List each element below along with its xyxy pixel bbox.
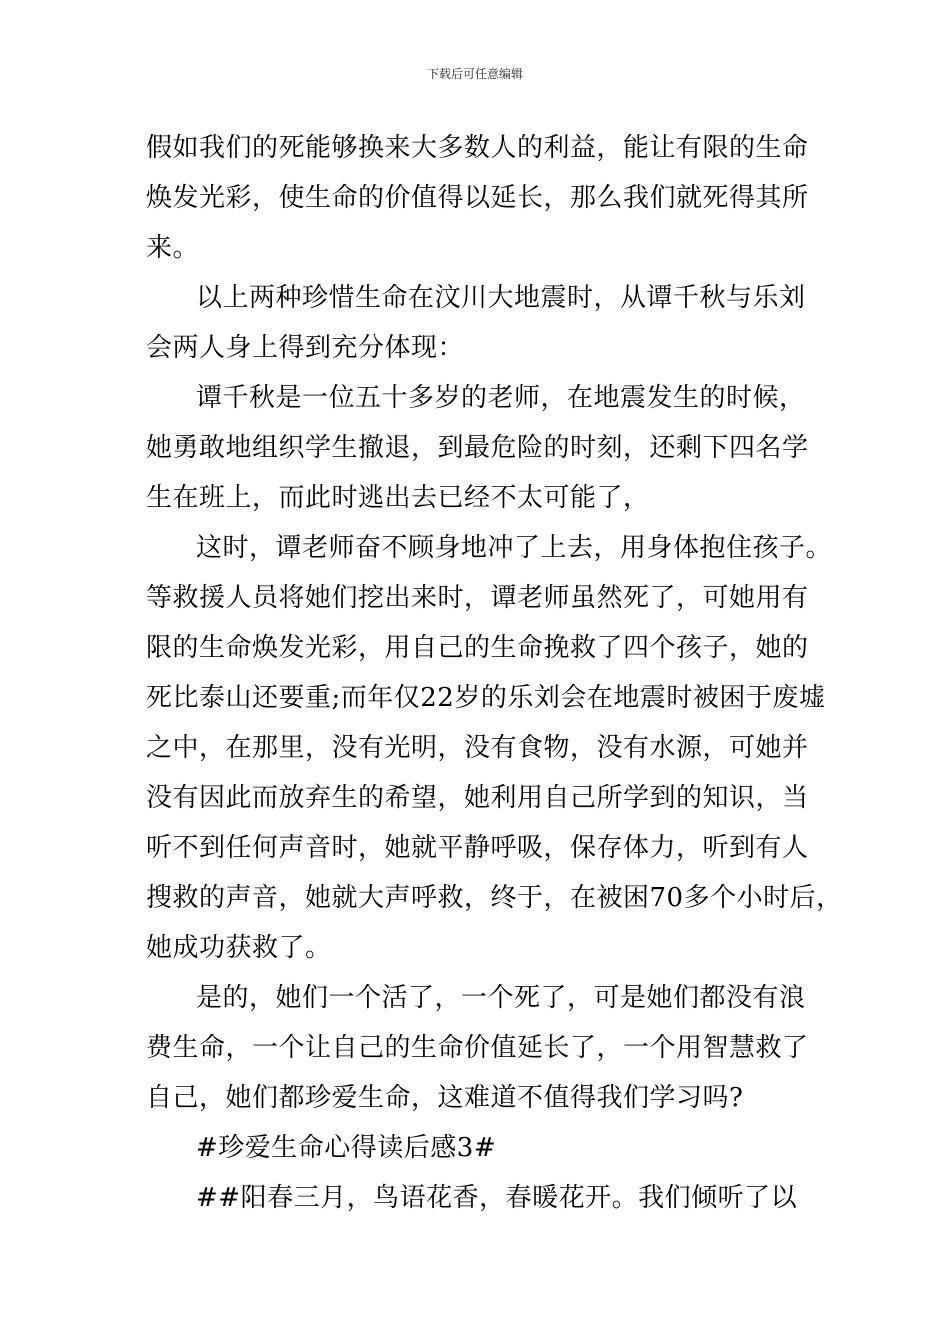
body-line: 限的生命焕发光彩，用自己的生命挽救了四个孩子，她的 — [146, 633, 809, 663]
body-line: 死比泰山还要重;而年仅22岁的乐刘会在地震时被困于废墟 — [146, 683, 826, 713]
body-line: 费生命，一个让自己的生命价值延长了，一个用智慧救了 — [146, 1033, 809, 1063]
paragraph-first-line: ##阳春三月，鸟语花香，春暖花开。我们倾听了以 — [196, 1183, 798, 1213]
body-line: 之中，在那里，没有光明，没有食物，没有水源，可她并 — [146, 733, 809, 763]
body-line: 来。 — [146, 233, 200, 263]
paragraph-first-line: 是的，她们一个活了，一个死了，可是她们都没有浪 — [196, 983, 806, 1013]
paragraph-first-line: 这时，谭老师奋不顾身地冲了上去，用身体抱住孩子。 — [196, 533, 833, 563]
section-heading: #珍爱生命心得读后感3# — [196, 1133, 497, 1163]
body-line: 她成功获救了。 — [146, 933, 332, 963]
paragraph-first-line: 以上两种珍惜生命在汶川大地震时，从谭千秋与乐刘 — [196, 283, 806, 313]
body-line: 听不到任何声音时，她就平静呼吸，保存体力，听到有人 — [146, 833, 809, 863]
body-line: 搜救的声音，她就大声呼救，终于，在被困70多个小时后， — [146, 883, 843, 913]
body-line: 假如我们的死能够换来大多数人的利益，能让有限的生命 — [146, 133, 809, 163]
body-line: 自己，她们都珍爱生命，这难道不值得我们学习吗? — [146, 1083, 744, 1113]
body-line: 没有因此而放弃生的希望，她利用自己所学到的知识，当 — [146, 783, 809, 813]
body-line: 会两人身上得到充分体现： — [146, 333, 465, 363]
body-line: 等救援人员将她们挖出来时，谭老师虽然死了，可她用有 — [146, 583, 809, 613]
paragraph-first-line: 谭千秋是一位五十多岁的老师，在地震发生的时候， — [196, 383, 806, 413]
body-line: 生在班上，而此时逃出去已经不太可能了， — [146, 483, 650, 513]
body-line: 焕发光彩，使生命的价值得以延长，那么我们就死得其所 — [146, 183, 809, 213]
page-header: 下载后可任意编辑 — [426, 67, 523, 81]
body-line: 她勇敢地组织学生撤退，到最危险的时刻，还剩下四名学 — [146, 433, 809, 463]
